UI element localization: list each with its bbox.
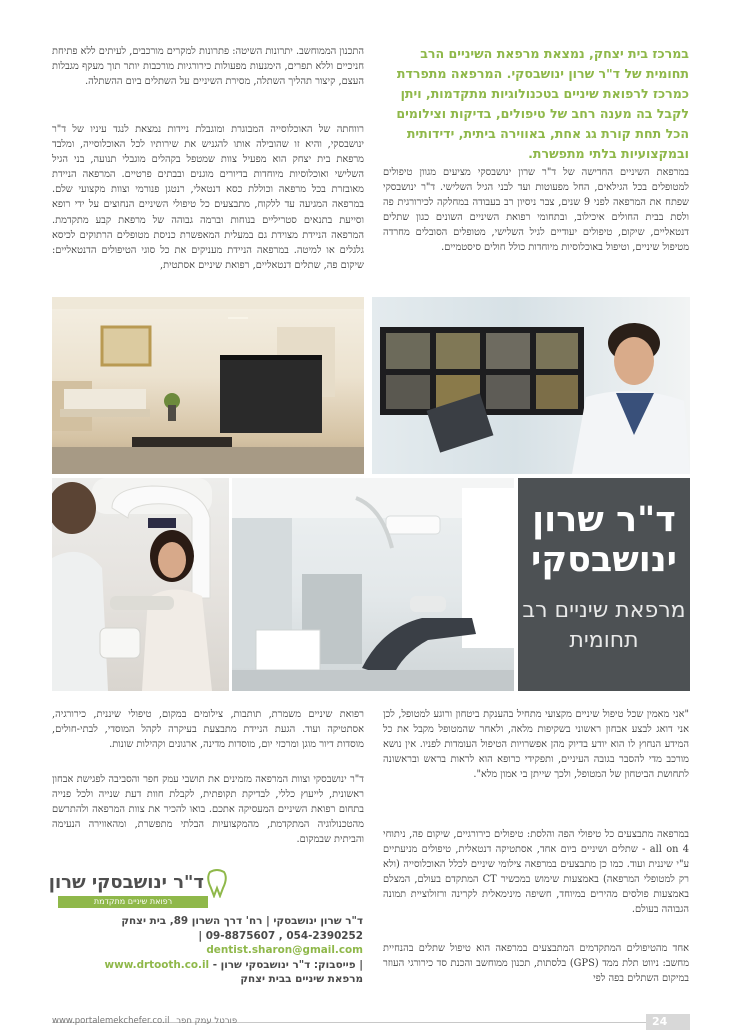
article-mobile-services: רפואת שיניים משמרת, תותבות, צילומים במקום, טיפולי שיננית, כירורגיה, אסתטיקה ועוד. הגעת הניידת מתבצעת בעיקרה לקהל המוסדי, לבתי-חולים, מוסדות דיור מוגן ומרכזי יום, מוסדות מדינה, ארגונים וקהילות שונות. <box>52 709 364 751</box>
footer-url-text: www.portalemekchefer.co.il <box>52 1016 170 1026</box>
footer-site-name: פורטל עמק חפר <box>176 1016 238 1026</box>
doctor-photo <box>372 297 690 474</box>
contact-facebook: | פייסבוק: ד"ר ינושבסקי שרון - <box>212 958 363 971</box>
article-treatments: במרפאה מתבצעים כל טיפולי הפה והלסת: טיפולים כירורגיים, שיקום פה, ניתוחי 4 all on - שתלים ושיניים ביום אחד, אסתטיקה דנטאלית, טיפולים מניעתיים ע"י שיננית ועוד. כמו כן מתבצעים במרפאה צילומי שיניים לכלל האוכלוסייה (ולא רק למטופלי המרפאה) באמצעות שימוש במכשיר CT המתקדם בעולם, המצלם באמצעות פולסים מהירים במיוחד, חשיפה מינימאלית לקרינה ורזולוציית תמונה הגבוהה בעולם. <box>383 829 690 916</box>
footer-url[interactable] <box>52 1016 237 1026</box>
reception-photo <box>52 297 364 474</box>
article-invitation: ד"ר ינושבסקי וצוות המרפאה מזמינים את תושבי עמק חפר והסביבה לפגישת אבחון ראשונית, לייעוץ כללי, לבדיקת תקופתית, לקבלת חוות דעת שנייה ולכל פנייה בתחום רפואת השיניים המעסיקה אתכם. בואו להכיר את צוות המרפאה ולהתרשם מהטכנולוגיה המתקדמת, מהמקצועיות הבלתי מתפשרת, ומהאווירה הנעימה והביתית שבמקום. <box>52 774 364 846</box>
doctor-name-box <box>518 478 690 691</box>
ct-scanner-photo <box>52 478 229 691</box>
clinic-logo <box>48 872 228 906</box>
article-mobile-clinic: רווחתה של האוכלוסייה המבוגרת ומוגבלת ניידות נמצאת לנגד עיניו של ד"ר ינושבסקי, והיא זו שהובילה אותו להגניש את שירותיו לכל האוכלוסייה, ומלבד מרפאת בית יצחק הוא מפעיל צוות שמטפל בקהלים מוגבלי תנועה, בני הגיל השלישי ואוכלוסיות מיוחדות בדיורים מוגנים ובבתים פרטיים. המרפאה הניידת מאובזרת בכל מרפאה וכוללת כסא דנטאלי, רנטגן פנורמי וצוות מקצועי שלם. במרפאה המגיעה עד ללקוח, מתבצעים כל טיפולי השיניים הנחוצים על ידי רופא וסייעת בתנאים סטריליים בנוחות וברמה גבוהה של מרפאת קבע מתקדמת. המרפאה הניידת מצוידת גם במעלית המאפשרת כניסת מטופלים הרתוקים לכיסא גלגלים או למיטה. במרפאה הניידת מעניקים את כל סוגי הטיפולים הדנטאליים: שיקום פה, שתלים דנטאליים, רפואת שיניים אסתטית, <box>52 124 364 271</box>
lead-paragraph: במרכז בית יצחק, נמצאת מרפאת השיניים הרב תחומית של ד"ר שרון ינושבסקי. המרפאה מתפרדת כמרכז לרפואת שיניים בטכנולוגיות מתקדמות, ויתן לקבל בה מענה רחב של טיפולים, בדיקות וצילומים הכל תחת קורת גג אחת, באווירה ביתית, ידידותית ובמקצועיות בלתי מתפשרת. <box>396 46 689 161</box>
contact-clinic-name: מרפאת שיניים בבית יצחק <box>240 973 363 986</box>
contact-block <box>48 914 363 987</box>
logo-name: ד"ר ינושבסקי שרון <box>48 872 204 893</box>
contact-phones: 054-2390252 , 09-8875607 | <box>198 929 363 942</box>
article-intro: במרפאת השיניים החדישה של ד"ר שרון ינושבסקי מציעים מגוון טיפולים למטופלים בכל הגילאים, החל מפעוטות ועד לבני הגיל השלישי. ד"ר ינושבסקי שפתח את המרפאה לפני 9 שנים, צבר ניסיון רב בעבודה במחלקה לכירורגית פה ולסת בבית החולים איכילוב, ובתחומי רפואת השיניים השונים כגון שתלים דנטאליים, שיקום, טיפולים יעודיים לגיל השלישי, מטופלים הסובלים מחרדה מטיפול שיניים, וטיפול באוכלוסיות מיוחדות כולל חולים סיסטמיים. <box>383 167 689 254</box>
doctor-name-title: ד"ר שרון ינושבסקי <box>531 500 677 580</box>
page-number: 24 <box>646 1014 690 1030</box>
contact-website[interactable]: www.drtooth.co.il <box>104 958 210 971</box>
contact-email[interactable]: dentist.sharon@gmail.com <box>206 944 363 957</box>
logo-tagline: רפואת שיניים מתקדמת <box>58 896 208 908</box>
article-computer-guided: אחד מהטיפולים המתקדמים המתבצעים במרפאה הוא טיפול שתלים בהנחיית מחשב: ניווט תלת ממד (GPS) בלסתות, תכנון ממוחשב והכנת סד כירורגי העוזר במיקום השתלים בפה לפי <box>383 943 690 985</box>
contact-address: ד"ר שרון ינושבסקי | רח' דרך השרון 89, בית יצחק <box>121 915 363 927</box>
tooth-icon <box>206 868 228 898</box>
doctor-name-subtitle: מרפאת שיניים רב תחומית <box>522 598 686 653</box>
clinic-room-photo <box>232 478 514 691</box>
article-implant-advantages: התכנון הממוחשב. יתרונות השיטה: פתרונות למקרים מורכבים, לעיתים ללא פתיחת חניכיים וללא תפרים, הימנעות מפעולות כירורגיות מורכבות יותר תוך מעקף מגבלות העצם, קיצור תהליך השתלה, מסירת השיניים על השתלים ביום ההשתלה. <box>52 46 364 88</box>
doctor-quote: "אני מאמין שכל טיפול שיניים מקצועי מתחיל בהענקת ביטחון ורוגע למטופל, לכן אני דואג לבצע אבחון ראשוני בשקיפות מלאה, ולאחר שהמטופל מקבל את כל המידע הנחוץ לו הוא יודע בדיוק מהן אפשרויות הטיפול העומדות לפניו. אין נושא מורכב מדי להסבר בגובה העיניים, ותפקידי כרופא הוא לראות בראש ובראשונה לתחושת הביטחון של המטופל, ולכך שייתן בי אמון מלא". <box>383 709 689 781</box>
